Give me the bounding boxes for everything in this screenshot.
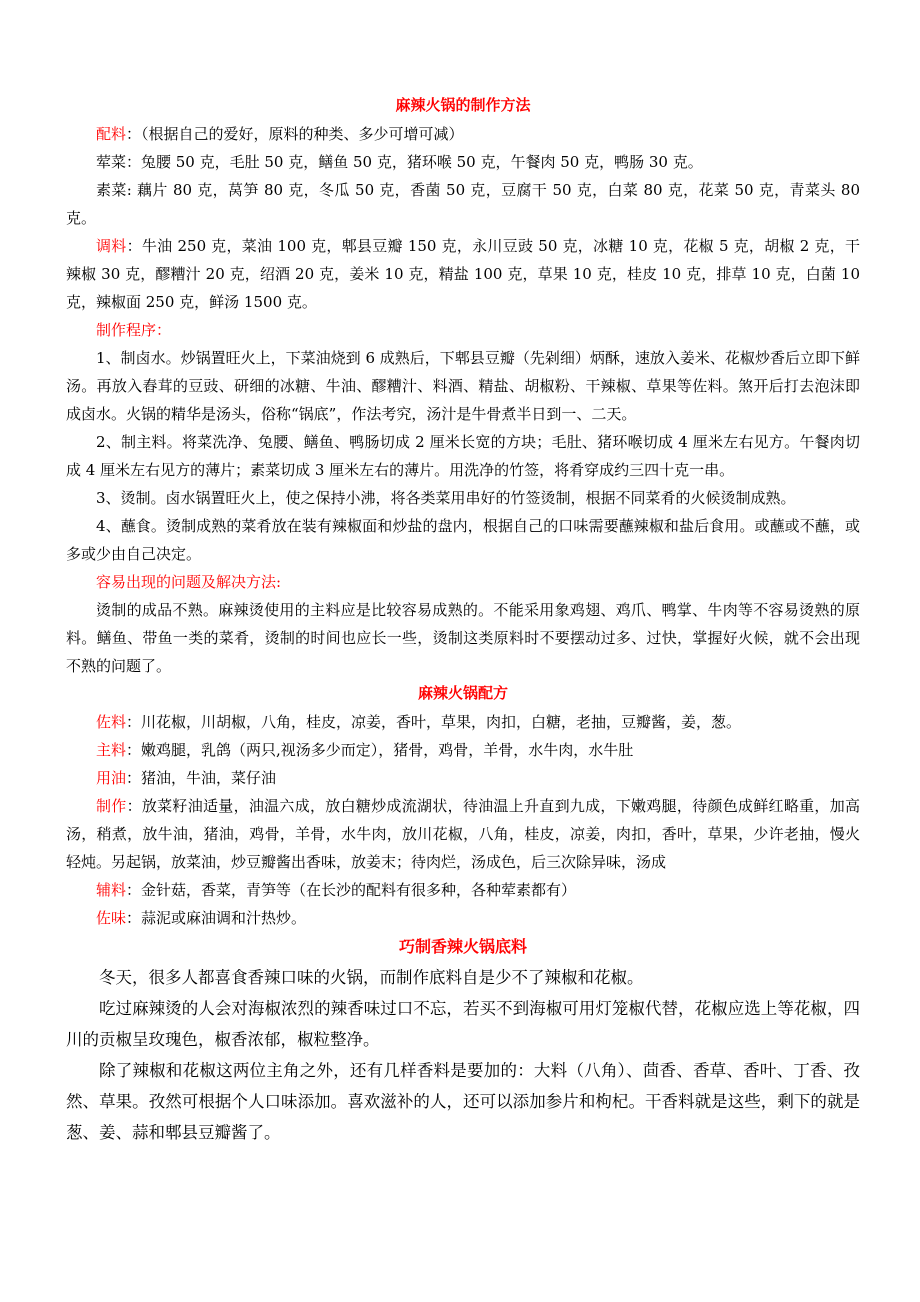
section-title-hotpot-method: 麻辣火锅的制作方法 [395,96,531,114]
meat-ingredients: 荤菜：兔腰 50 克，毛肚 50 克，鳝鱼 50 克，猪环喉 50 克，午餐肉 50 克，鸭肠 30 克。 [96,153,703,171]
main-label: 主料 [96,741,127,759]
oil-label: 用油 [96,769,127,787]
method-label: 制作 [96,797,127,815]
method-text: ：放菜籽油适量，油温六成，放白糖炒成流湖状，待油温上升直到九成，下嫩鸡腿，待颜色成鲜红略重，加高汤，稍煮，放牛油，猪油，鸡骨，羊骨，水牛肉，放川花椒，八角，桂皮，凉姜，肉扣，香叶，草果，少许老抽，慢火轻炖。另起锅，放菜油，炒豆瓣酱出香味，放姜末；待肉烂，汤成色，后三次除异味，汤成 [66,797,860,871]
taste-line [66,904,860,932]
oil-line [66,764,860,792]
document-page [66,92,860,1148]
taste-label: 佐味 [96,909,127,927]
ingredients-label: 配料 [96,125,127,143]
main-text: ：嫩鸡腿，乳鸽（两只,视汤多少而定），猪骨，鸡骨，羊骨，水牛肉，水牛肚 [126,741,634,759]
step-2: 2、制主料。将菜洗净、兔腰、鳝鱼、鸭肠切成 2 厘米长宽的方块；毛肚、猪环喉切成 4 厘米左右见方。午餐肉切成 4 厘米左右见方的薄片；素菜切成 3 厘米左右的薄片。用洗净的竹签，将肴穿成约三四十克一串。 [66,433,860,479]
aux-label: 辅料 [96,881,127,899]
taste-text: ：蒜泥或麻油调和汁热炒。 [126,909,307,927]
problems-text: 烫制的成品不熟。麻辣烫使用的主料应是比较容易成熟的。不能采用象鸡翅、鸡爪、鸭掌、牛肉等不容易烫熟的原料。鳝鱼、带鱼一类的菜肴，烫制的时间也应长一些，烫制这类原料时不要摆动过多、过快，掌握好火候，就不会出现不熟的问题了。 [66,601,860,675]
aux-text: ：金针菇，香菜，青笋等（在长沙的配料有很多种，各种荤素都有） [126,881,577,899]
section-title-spicy-base: 巧制香辣火锅底料 [398,937,527,956]
veg-ingredients: 素菜: 藕片 80 克，莴笋 80 克，冬瓜 50 克，香菌 50 克，豆腐干 50 克，白菜 80 克，花菜 50 克，青菜头 80 克。 [66,181,860,227]
step-1: 1、制卤水。炒锅置旺火上，下菜油烧到 6 成熟后，下郫县豆瓣（先剁细）炳酥，速放入姜米、花椒炒香后立即下鲜汤。再放入舂茸的豆豉、研细的冰糖、牛油、醪糟汁、料酒、精盐、胡椒粉、干辣椒、草果等佐料。煞开后打去泡沫即成卤水。火锅的精华是汤头，俗称“锅底”，作法考究，汤汁是牛骨煮半日到一、二天。 [66,349,860,423]
condiments-line [66,708,860,736]
aux-line [66,876,860,904]
seasoning-label: 调料 [96,237,127,255]
problems-label: 容易出现的问题及解决方法: [96,573,282,591]
method-line [66,792,860,876]
step-3: 3、烫制。卤水锅置旺火上，使之保持小沸，将各类菜用串好的竹签烫制，根据不同菜肴的火候烫制成熟。 [96,489,796,507]
oil-text: ：猪油，牛油，菜仔油 [126,769,277,787]
condiments-label: 佐料 [96,713,127,731]
seasoning-line [66,232,860,316]
ingredients-note: ：（根据自己的爱好，原料的种类、多少可增可减） [126,125,464,143]
procedure-label: 制作程序： [96,321,172,339]
step-4: 4、蘸食。烫制成熟的菜肴放在装有辣椒面和炒盐的盘内，根据自己的口味需要蘸辣椒和盐后食用。或蘸或不蘸，或多或少由自己决定。 [66,517,860,563]
ingredients-line [66,120,860,148]
spicy-base-para-3: 除了辣椒和花椒这两位主角之外，还有几样香料是要加的：大料（八角）、茴香、香草、香叶、丁香、孜然、草果。孜然可根据个人口味添加。喜欢滋补的人，还可以添加参片和枸杞。干香料就是这些，剩下的就是葱、姜、蒜和郫县豆瓣酱了。 [66,1061,860,1142]
condiments-text: ：川花椒，川胡椒，八角，桂皮，凉姜，香叶，草果，肉扣，白糖，老抽，豆瓣酱，姜，葱。 [126,713,742,731]
seasoning-text: ：牛油 250 克，菜油 100 克，郫县豆瓣 150 克，永川豆豉 50 克，冰糖 10 克，花椒 5 克，胡椒 2 克，干辣椒 30 克，醪糟汁 20 克，绍酒 20 克，姜米 10 克，精盐 100 克，草果 10 克，桂皮 10 克，排草 10 克，白菌 10 克，辣椒面 250 克，鲜汤 1500 克。 [66,237,860,311]
spicy-base-para-2: 吃过麻辣烫的人会对海椒浓烈的辣香味过口不忘，若买不到海椒可用灯笼椒代替，花椒应选上等花椒，四川的贡椒呈玫瑰色，椒香浓郁，椒粒整净。 [66,999,860,1049]
spicy-base-para-1: 冬天，很多人都喜食香辣口味的火锅，而制作底料自是少不了辣椒和花椒。 [99,968,644,987]
main-line [66,736,860,764]
section-title-hotpot-recipe: 麻辣火锅配方 [417,684,508,702]
